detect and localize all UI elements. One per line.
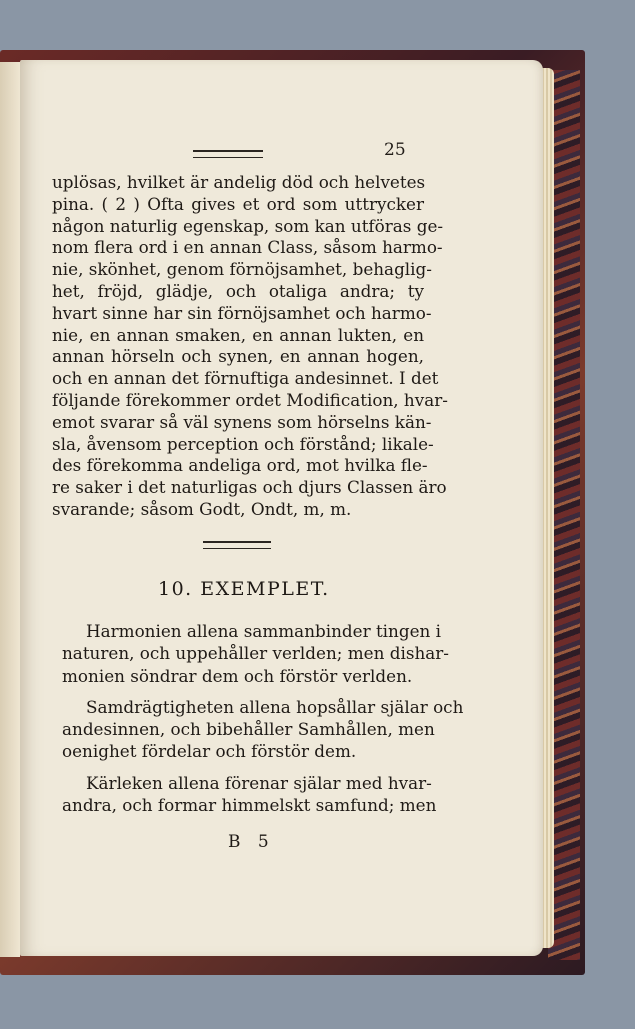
paragraph [62,696,464,763]
text-line: och en annan det förnuftiga andesinnet. I det [52,368,439,389]
text-line: hvart sinne har sin förnöjsamhet och harmo- [52,302,432,323]
text-line: emot svarar så väl synens som hörselns kän- [52,411,432,432]
section-title: 10. EXEMPLET. [158,578,330,600]
paragraph [62,620,449,687]
section-divider [203,541,271,549]
text-line: Harmonien allena sammanbinder tingen i [86,621,442,641]
text-line: oenighet fördelar och förstör dem. [62,741,357,762]
section-body [62,620,464,825]
text-line: des förekomma andeliga ord, mot hvilka fle- [52,455,428,476]
page-number: 25 [384,140,406,160]
text-line: nom flera ord i en annan Class, såsom harmo- [52,237,443,258]
body-text [52,172,448,521]
text-line: svarande; såsom Godt, Ondt, m, m. [52,498,352,519]
left-page-edge [0,62,20,957]
text-line: nie, skönhet, genom förnöjsamhet, behaglig- [52,259,432,280]
text-line: naturen, och uppehåller verlden; men dishar- [62,643,449,664]
text-line: Kärleken allena förenar själar med hvar- [86,772,432,793]
text-line: följande förekommer ordet Modification, hvar- [52,389,448,410]
text-line: nie, en annan smaken, en annan lukten, en [52,324,424,345]
text-line: sla, åvensom perception och förstånd; likale- [52,433,434,454]
header-rule [193,150,263,158]
text-line: andra, och formar himmelskt samfund; men [62,795,437,816]
paragraph [62,772,437,817]
text-line: het, fröjd, glädje, och otaliga andra; ty [52,280,424,301]
text-line: uplösas, hvilket är andelig död och helvetes [52,172,426,192]
text-line: re saker i det naturligas och djurs Classen äro [52,477,447,498]
text-line: Samdrägtigheten allena hopsållar själar och [86,696,464,717]
text-line: andesinnen, och bibehåller Samhållen, men [62,719,435,740]
text-line: någon naturlig egenskap, som kan utföras ge- [52,215,444,236]
text-line: pina. ( 2 ) Ofta gives et ord som uttrycker [52,193,424,214]
text-line: annan hörseln och synen, en annan hogen, [52,346,424,367]
signature-mark: B 5 [228,832,275,852]
text-line: monien söndrar dem och förstör verlden. [62,665,413,686]
